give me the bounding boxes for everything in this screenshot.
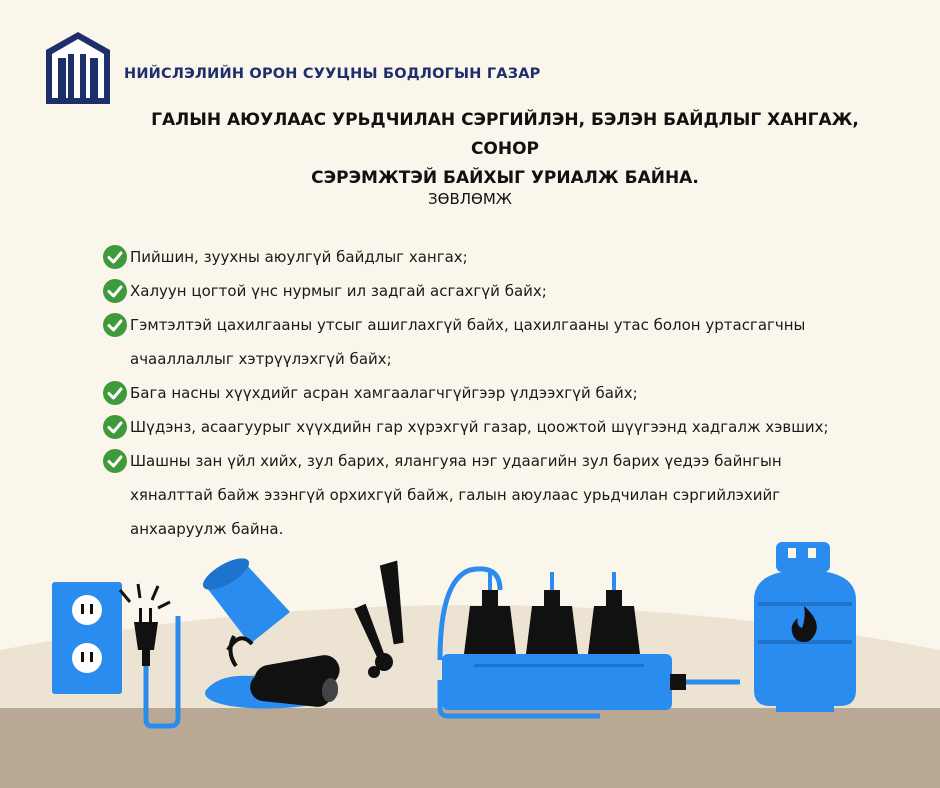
check-circle-icon [102,380,128,406]
list-item [102,274,892,308]
list-item [102,376,892,410]
tip-text-line: Пийшин, зуухны аюулгүй байдлыг хангах; [130,248,468,266]
check-circle-icon [102,244,128,270]
section-subtitle: ЗӨВЛӨМЖ [428,190,512,208]
organization-logo [44,30,112,106]
tip-text-line: Шашны зан үйл хийх, зул барих, ялангуяа нэг удаагийн зул барих үедээ байнгын [130,452,782,470]
wall-outlet-icon [52,582,122,694]
check-circle-icon [102,414,128,440]
headline [120,106,890,193]
tip-text-line: ачааллаллыг хэтрүүлэхгүй байх; [130,350,392,368]
tip-text-line: анхааруулж байна. [130,520,284,538]
tip-text-line: Гэмтэлтэй цахилгааны утсыг ашиглахгүй байх, цахилгааны утас болон уртасгагчны [130,316,806,334]
tip-text-line: хяналттай байж эзэнгүй орхихгүй байж, галын аюулаас урьдчилан сэргийлэхийг [130,486,781,504]
gas-cylinder-icon [754,542,856,712]
list-item [102,240,892,274]
headline-line-2: СЭРЭМЖТЭЙ БАЙХЫГ УРИАЛЖ БАЙНА. [311,168,699,188]
floor [0,708,940,788]
tip-text-line: Халуун цогтой үнс нурмыг ил задгай асгахгүй байх; [130,282,547,300]
check-circle-icon [102,278,128,304]
list-item [102,308,892,376]
tip-text-line: Шүдэнз, асаагуурыг хүүхдийн гар хүрэхгүй газар, цоожтой шүүгээнд хадгалж хэвших; [130,418,829,436]
organization-name: НИЙСЛЭЛИЙН ОРОН СУУЦНЫ БОДЛОГЫН ГАЗАР [124,66,541,82]
tip-text-line: Бага насны хүүхдийг асран хамгаалагчгүйгээр үлдээхгүй байх; [130,384,638,402]
list-item [102,444,892,546]
check-circle-icon [102,312,128,338]
check-circle-icon [102,448,128,474]
list-item [102,410,892,444]
tips-list [102,240,892,546]
headline-line-1: ГАЛЫН АЮУЛААС УРЬДЧИЛАН СЭРГИЙЛЭН, БЭЛЭН БАЙДЛЫГ ХАНГАЖ, СОНОР [151,110,859,159]
hazard-illustration [0,540,940,788]
